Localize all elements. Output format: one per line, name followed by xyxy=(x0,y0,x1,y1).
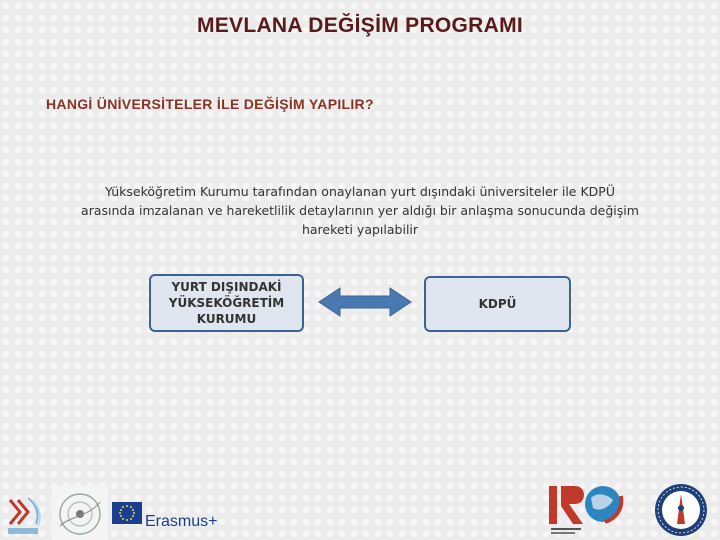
university-seal-icon xyxy=(653,482,709,538)
eu-flag-icon xyxy=(112,502,142,524)
foreign-institution-box xyxy=(149,274,304,332)
erasmus-logo-text: Erasmus+ xyxy=(145,513,218,530)
double-arrow-shape xyxy=(319,288,411,316)
footer-logos xyxy=(0,480,720,540)
page-title: MEVLANA DEĞİŞİM PROGRAMI xyxy=(196,14,524,37)
description-line-2: arasında imzalanan ve hareketlilik detaylarının yer aldığı bir anlaşma sonucunda değişim xyxy=(81,203,639,218)
iro-logo-icon xyxy=(547,482,627,536)
kdpu-label: KDPÜ xyxy=(478,297,517,311)
foreign-institution-line-2: YÜKSEKÖĞRETİM xyxy=(168,296,285,310)
description-paragraph xyxy=(60,182,660,239)
farabi-logo-icon xyxy=(6,494,48,538)
description-line-3: hareketi yapılabilir xyxy=(301,222,419,237)
description-line-1: Yükseköğretim Kurumu tarafından onaylanan yurt dışındaki üniversiteler ile KDPÜ xyxy=(105,184,615,199)
mevlana-logo-icon xyxy=(52,486,108,540)
foreign-institution-line-1: YURT DIŞINDAKİ xyxy=(171,280,282,294)
kdpu-box xyxy=(424,276,571,332)
section-heading: HANGİ ÜNİVERSİTELER İLE DEĞİŞİM YAPILIR? xyxy=(46,96,374,112)
foreign-institution-line-3: KURUMU xyxy=(196,312,257,326)
double-arrow-icon xyxy=(318,286,412,318)
